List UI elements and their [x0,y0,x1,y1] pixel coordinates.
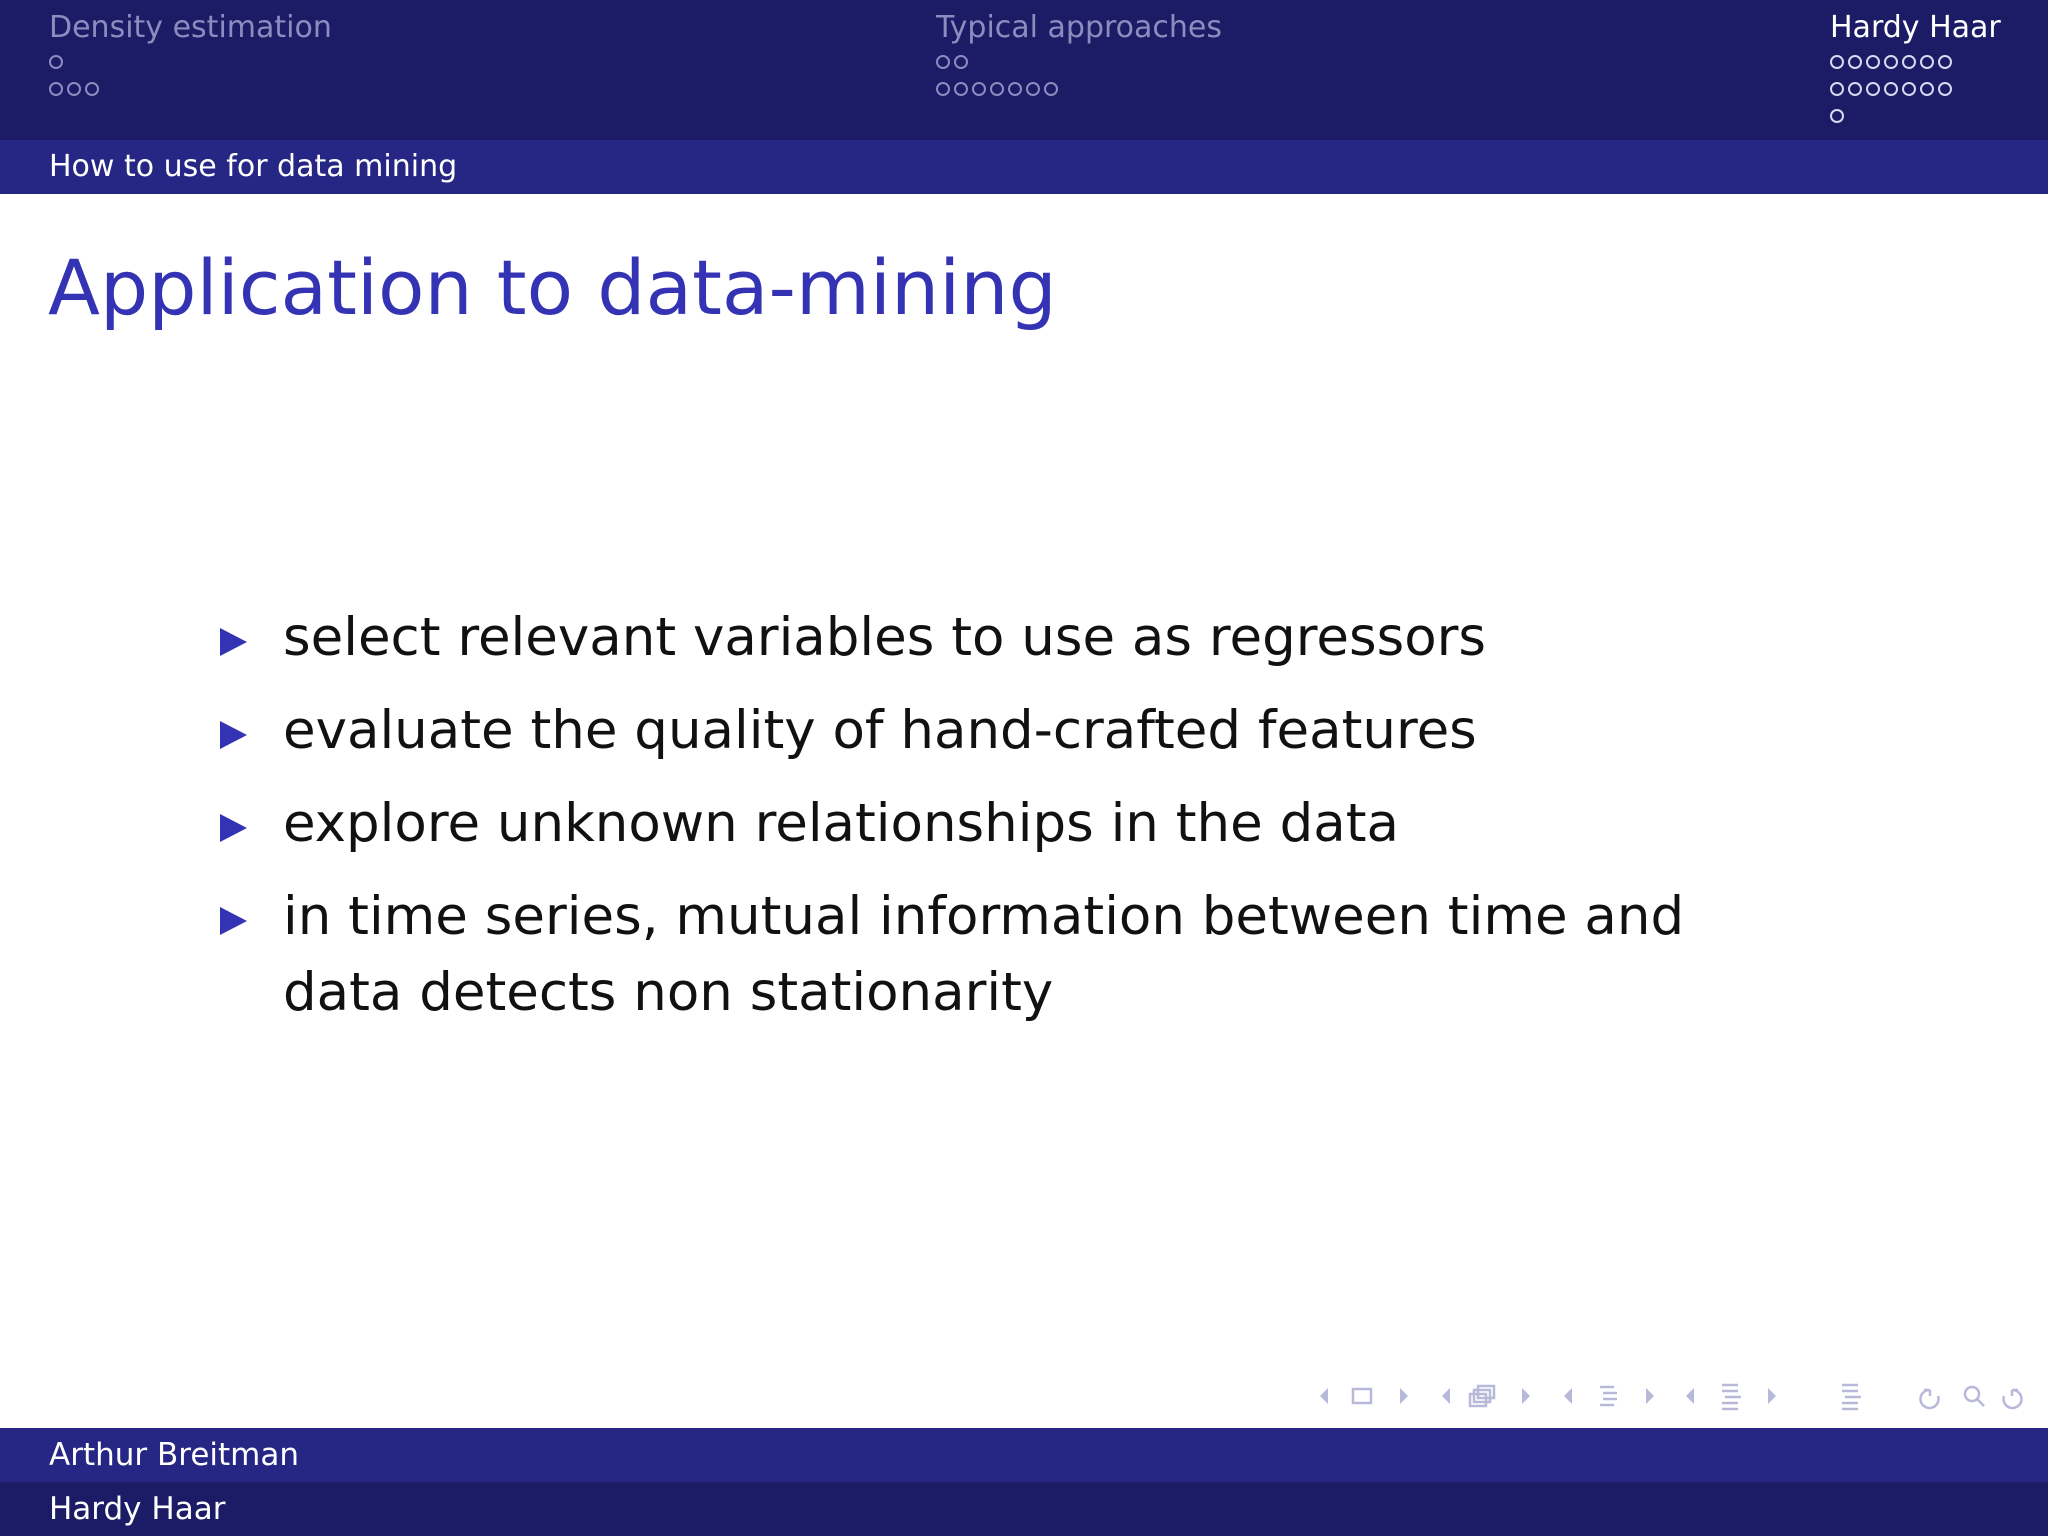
section-navigation-bar [0,0,2048,140]
slide-dot[interactable] [1884,55,1898,69]
next-document-arrow-icon[interactable] [1768,1388,1776,1404]
subsection-dots-row [1830,48,2001,75]
prev-document-arrow-icon[interactable] [1686,1388,1694,1404]
subsection-dots-row [936,75,1222,102]
slide-dot[interactable] [990,82,1004,96]
forward-icon[interactable] [2003,1390,2021,1408]
slide-dot[interactable] [1866,55,1880,69]
slide-dot[interactable] [1044,82,1058,96]
next-frame-arrow-icon[interactable] [1400,1388,1408,1404]
subsection-dots-row [49,75,332,102]
back-icon[interactable] [1921,1390,1939,1408]
slide-dot[interactable] [1866,82,1880,96]
bullet-text: explore unknown relationships in the data [283,793,1399,854]
appendix-icon[interactable] [1842,1385,1861,1409]
slide-dot[interactable] [1848,55,1862,69]
slide-dot[interactable] [49,55,63,69]
slide-dot[interactable] [1008,82,1022,96]
slide-dot[interactable] [1830,109,1844,123]
bullet-item [220,786,1820,862]
frame-icon[interactable] [1353,1389,1371,1403]
beamer-navigation-symbols [1310,1378,2030,1414]
subsection-bar [0,140,2048,194]
footer-author-bar [0,1428,2048,1482]
slide-dot[interactable] [1830,55,1844,69]
next-section-arrow-icon[interactable] [1646,1388,1654,1404]
slide-dot[interactable] [1920,55,1934,69]
slide-dot[interactable] [85,82,99,96]
slide-dot[interactable] [1848,82,1862,96]
slide-dot[interactable] [936,82,950,96]
subsection-title: How to use for data mining [49,149,458,184]
bullet-text: in time series, mutual information between time and data detects non stationarity [283,886,1685,1023]
nav-section-title[interactable]: Typical approaches [936,10,1223,45]
document-icon[interactable] [1722,1385,1741,1409]
slide-title: Application to data-mining [48,243,1057,332]
triangle-bullet-icon [220,721,247,749]
slide-dot[interactable] [936,55,950,69]
slide-dot[interactable] [1902,82,1916,96]
slide-dot[interactable] [1830,82,1844,96]
section-icon[interactable] [1600,1387,1617,1405]
subsection-icon[interactable] [1470,1386,1494,1406]
triangle-bullet-icon [220,628,247,656]
bullet-item [220,600,1820,676]
slide-dot[interactable] [1920,82,1934,96]
slide-dot[interactable] [954,55,968,69]
prev-subsection-arrow-icon[interactable] [1442,1388,1450,1404]
nav-section-title[interactable]: Hardy Haar [1830,10,2001,45]
triangle-bullet-icon [220,907,247,935]
nav-section-density-estimation[interactable] [49,8,332,102]
footer-title-bar [0,1482,2048,1536]
prev-frame-arrow-icon[interactable] [1320,1388,1328,1404]
prev-section-arrow-icon[interactable] [1564,1388,1572,1404]
subsection-dots-row [1830,75,2001,102]
slide-dot[interactable] [1902,55,1916,69]
slide-dot[interactable] [1938,82,1952,96]
footer-short-title: Hardy Haar [49,1491,226,1527]
next-subsection-arrow-icon[interactable] [1522,1388,1530,1404]
bullet-item [220,693,1820,769]
subsection-dots-row [49,48,332,75]
nav-section-typical-approaches[interactable] [936,8,1222,102]
bullet-item [220,879,1820,1031]
bullet-text: evaluate the quality of hand-crafted features [283,700,1477,761]
footer-author: Arthur Breitman [49,1437,300,1473]
bullet-list [220,600,1820,1048]
nav-section-title[interactable]: Density estimation [49,10,332,45]
subsection-dots-row [936,48,1222,75]
subsection-dots-row [1830,102,2001,129]
nav-section-hardy-haar[interactable] [1830,8,2001,129]
slide-dot[interactable] [67,82,81,96]
slide-dot[interactable] [972,82,986,96]
slide-dot[interactable] [954,82,968,96]
search-icon[interactable] [1965,1387,1984,1406]
slide-dot[interactable] [1938,55,1952,69]
triangle-bullet-icon [220,814,247,842]
slide-dot[interactable] [1884,82,1898,96]
slide-dot[interactable] [1026,82,1040,96]
slide-dot[interactable] [49,82,63,96]
bullet-text: select relevant variables to use as regressors [283,607,1487,668]
